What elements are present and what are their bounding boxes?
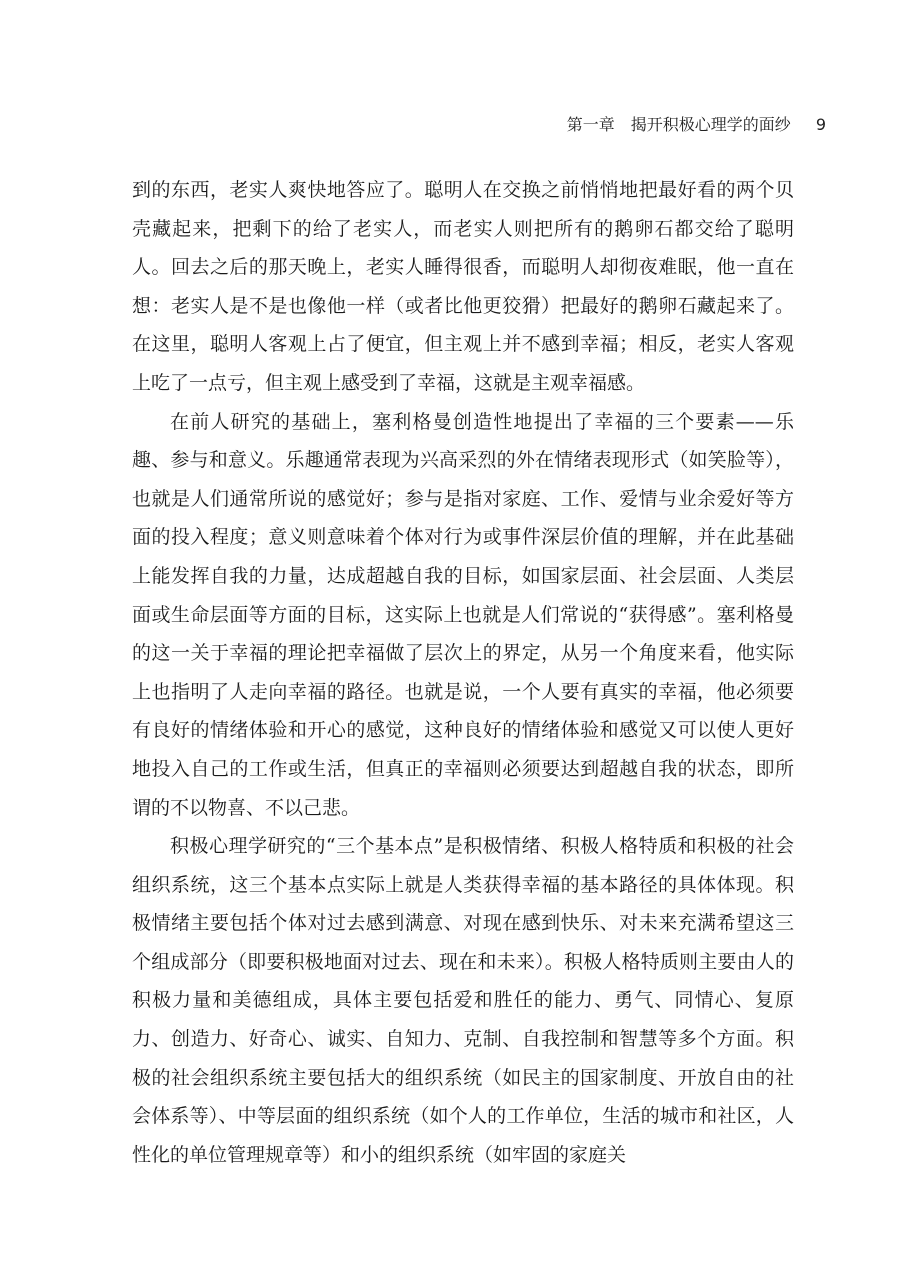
chapter-title: 第一章 揭开积极心理学的面纱 <box>566 115 791 134</box>
paragraph-seligman-happiness: 在前人研究的基础上，塞利格曼创造性地提出了幸福的三个要素——乐趣、参与和意义。乐趣通常表现为兴高采烈的外在情绪表现形式（如笑脸等），也就是人们通常所说的感觉好；参与是指对家庭、工作、爱情与业余爱好等方面的投入程度；意义则意味着个体对行为或事件深层价值的理解，并在此基础上能发挥自我的力量，达成超越自我的目标，如国家层面、社会层面、人类层面或生命层面等方面的目标，这实际上也就是人们常说的“获得感”。塞利格曼的这一关于幸福的理论把幸福做了层次上的界定，从另一个角度来看，他实际上也指明了人走向幸福的路径。也就是说，一个人要有真实的幸福，他必须要有良好的情绪体验和开心的感觉，这种良好的情绪体验和感觉又可以使人更好地投入自己的工作或生活，但真正的幸福则必须要达到超越自我的状态，即所谓的不以物喜、不以己悲。 <box>132 410 794 819</box>
body-text <box>132 171 794 1174</box>
running-header <box>567 114 826 136</box>
page-number: 9 <box>815 115 826 134</box>
paragraph-three-basic-points: 积极心理学研究的“三个基本点”是积极情绪、积极人格特质和积极的社会组织系统，这三个基本点实际上就是人类获得幸福的基本路径的具体体现。积极情绪主要包括个体对过去感到满意、对现在感到快乐、对未来充满希望这三个组成部分（即要积极地面对过去、现在和未来）。积极人格特质则主要由人的积极力量和美德组成，具体主要包括爱和胜任的能力、勇气、同情心、复原力、创造力、好奇心、诚实、自知力、克制、自我控制和智慧等多个方面。积极的社会组织系统主要包括大的组织系统（如民主的国家制度、开放自由的社会体系等）、中等层面的组织系统（如个人的工作单位，生活的城市和社区，人性化的单位管理规章等）和小的组织系统（如牢固的家庭关 <box>132 835 794 1166</box>
paragraph-continued: 到的东西，老实人爽快地答应了。聪明人在交换之前悄悄地把最好看的两个贝壳藏起来，把剩下的给了老实人，而老实人则把所有的鹅卵石都交给了聪明人。回去之后的那天晚上，老实人睡得很香，而聪明人却彻夜难眠，他一直在想：老实人是不是也像他一样（或者比他更狡猾）把最好的鹅卵石藏起来了。在这里，聪明人客观上占了便宜，但主观上并不感到幸福；相反，老实人客观上吃了一点亏，但主观上感受到了幸福，这就是主观幸福感。 <box>132 179 794 394</box>
